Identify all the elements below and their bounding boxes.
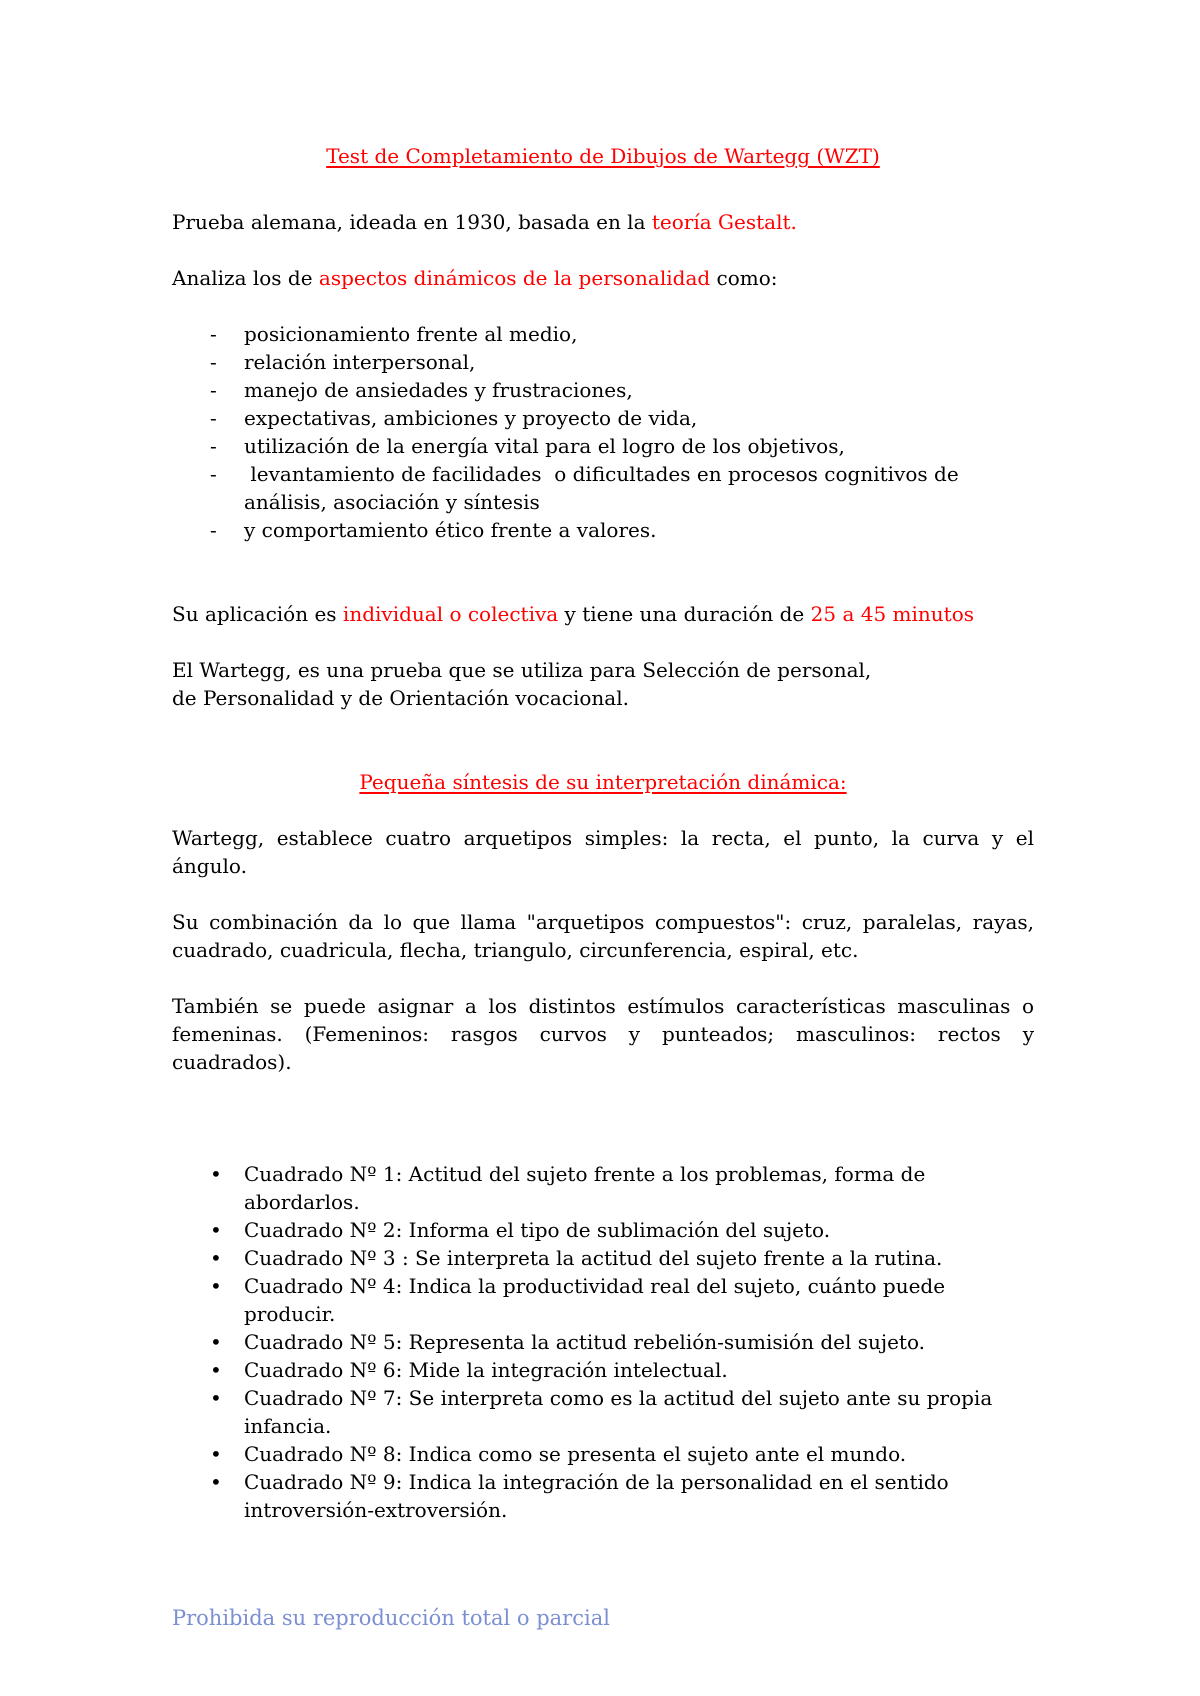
list-item bbox=[172, 1328, 1034, 1356]
aplicacion-highlight-duracion: 25 a 45 minutos bbox=[810, 602, 974, 626]
list-item bbox=[172, 1216, 1034, 1244]
aplicacion-highlight-modalidad: individual o colectiva bbox=[342, 602, 559, 626]
list-item bbox=[172, 1440, 1034, 1468]
intro-paragraph bbox=[172, 208, 1034, 236]
list-item-text: Cuadrado Nº 8: Indica como se presenta el sujeto ante el mundo. bbox=[244, 1442, 907, 1466]
aplicacion-text-mid: y tiene una duración de bbox=[558, 602, 811, 626]
list-item bbox=[172, 1356, 1034, 1384]
bullet-icon: • bbox=[210, 1386, 222, 1410]
intro-highlight: teoría Gestalt. bbox=[651, 210, 797, 234]
list-item-text: Cuadrado Nº 9: Indica la integración de la personalidad en el sentido introversión-extroversión. bbox=[244, 1470, 949, 1522]
list-item-text: Cuadrado Nº 4: Indica la productividad real del sujeto, cuánto puede producir. bbox=[244, 1274, 946, 1326]
bullet-icon: • bbox=[210, 1330, 222, 1354]
list-item: - levantamiento de facilidades o dificultades en procesos cognitivos de análisis, asociación y síntesis bbox=[172, 460, 1034, 516]
bullet-icon: • bbox=[210, 1442, 222, 1466]
list-item: - manejo de ansiedades y frustraciones, bbox=[172, 376, 1034, 404]
intro-text: Prueba alemana, ideada en 1930, basada en la bbox=[172, 210, 652, 234]
list-item-text: Cuadrado Nº 6: Mide la integración intelectual. bbox=[244, 1358, 728, 1382]
bullet-icon: • bbox=[210, 1218, 222, 1242]
paragraph: Wartegg, establece cuatro arquetipos simples: la recta, el punto, la curva y el ángulo. bbox=[172, 826, 1034, 878]
list-item-text: Cuadrado Nº 1: Actitud del sujeto frente a los problemas, forma de abordarlos. bbox=[244, 1162, 926, 1214]
list-item bbox=[172, 1272, 1034, 1328]
aplicacion-text: Su aplicación es bbox=[172, 602, 343, 626]
bullet-icon: • bbox=[210, 1246, 222, 1270]
cuadrados-list bbox=[172, 1160, 1034, 1524]
aspectos-list bbox=[172, 320, 1034, 544]
list-item-text: Cuadrado Nº 7: Se interpreta como es la actitud del sujeto ante su propia infancia. bbox=[244, 1386, 993, 1438]
list-item: - expectativas, ambiciones y proyecto de vida, bbox=[172, 404, 1034, 432]
list-item bbox=[172, 1160, 1034, 1216]
bullet-icon: • bbox=[210, 1274, 222, 1298]
analiza-text-end: como: bbox=[710, 266, 778, 290]
bullet-icon: • bbox=[210, 1162, 222, 1186]
document-body bbox=[172, 142, 1034, 1524]
bullet-icon: • bbox=[210, 1358, 222, 1382]
aplicacion-paragraph bbox=[172, 600, 1034, 628]
list-item: - posicionamiento frente al medio, bbox=[172, 320, 1034, 348]
list-item: - y comportamiento ético frente a valores. bbox=[172, 516, 1034, 544]
list-item bbox=[172, 1468, 1034, 1524]
paragraph: Su combinación da lo que llama "arquetipos compuestos": cruz, paralelas, rayas, cuadrado, cuadricula, flecha, triangulo, circunferencia, espiral, etc. bbox=[172, 910, 1034, 962]
analiza-text: Analiza los de bbox=[172, 266, 319, 290]
uso-paragraph: El Wartegg, es una prueba que se utiliza para Selección de personal, de Personalidad y de Orientación vocacional. bbox=[172, 658, 872, 710]
section-subtitle: Pequeña síntesis de su interpretación dinámica: bbox=[359, 770, 847, 794]
paragraph: También se puede asignar a los distintos estímulos características masculinas o femeninas. (Femeninos: rasgos curvos y punteados; masculinos: rectos y cuadrados). bbox=[172, 994, 1034, 1074]
list-item-text: Cuadrado Nº 3 : Se interpreta la actitud del sujeto frente a la rutina. bbox=[244, 1246, 943, 1270]
list-item bbox=[172, 1244, 1034, 1272]
list-item-text: Cuadrado Nº 5: Representa la actitud rebelión-sumisión del sujeto. bbox=[244, 1330, 925, 1354]
list-item bbox=[172, 1384, 1034, 1440]
page-footer: Prohibida su reproducción total o parcial bbox=[172, 1606, 610, 1630]
bullet-icon: • bbox=[210, 1470, 222, 1494]
list-item: - relación interpersonal, bbox=[172, 348, 1034, 376]
analiza-paragraph bbox=[172, 264, 1034, 292]
list-item-text: Cuadrado Nº 2: Informa el tipo de sublimación del sujeto. bbox=[244, 1218, 831, 1242]
list-item: - utilización de la energía vital para el logro de los objetivos, bbox=[172, 432, 1034, 460]
analiza-highlight: aspectos dinámicos de la personalidad bbox=[318, 266, 711, 290]
document-title: Test de Completamiento de Dibujos de Wartegg (WZT) bbox=[326, 144, 880, 168]
